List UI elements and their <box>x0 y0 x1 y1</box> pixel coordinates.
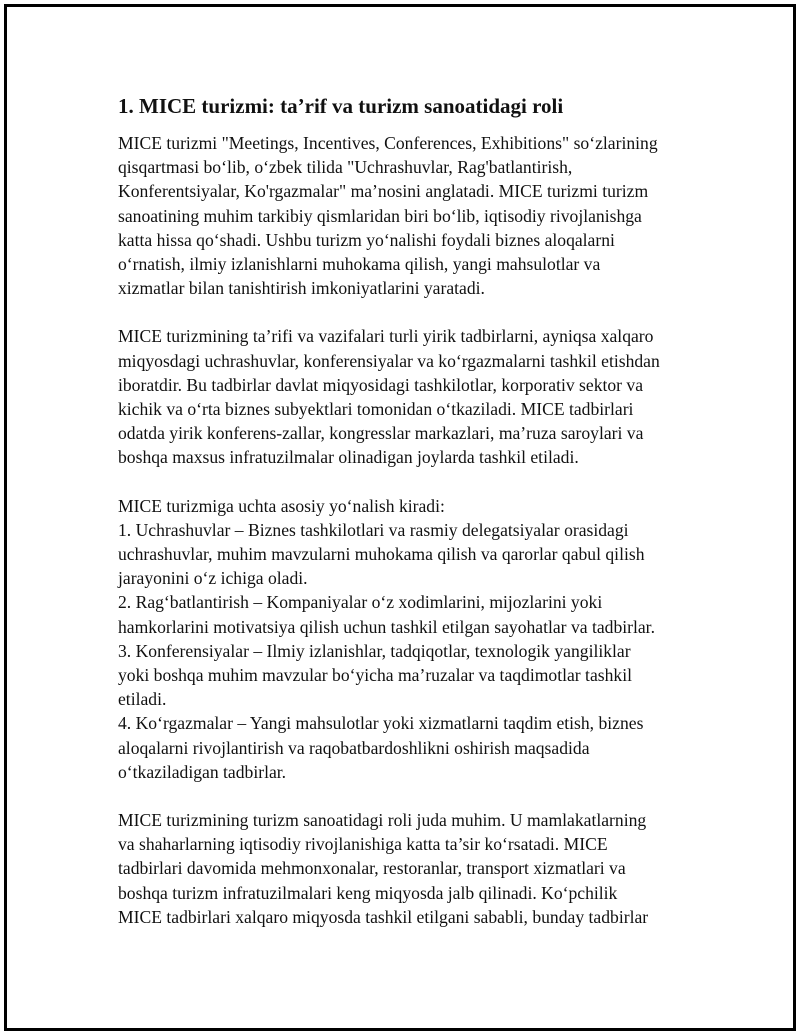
text-line: o‘rnatish, ilmiy izlanishlarni muhokama qilish, yangi mahsulotlar va <box>118 254 601 275</box>
text-line: sanoatining muhim tarkibiy qismlaridan biri bo‘lib, iqtisodiy rivojlanishga <box>118 205 642 226</box>
list-item-exhibitions: 4. Ko‘rgazmalar – Yangi mahsulotlar yoki xizmatlarni taqdim etish, biznes <box>118 713 644 734</box>
document-body <box>118 92 698 953</box>
text-line: iboratdir. Bu tadbirlar davlat miqyosidagi tashkilotlar, korporativ sektor va <box>118 374 644 395</box>
text-line: boshqa turizm infratuzilmalari keng miqyosda jalb qilinadi. Ko‘pchilik <box>118 882 618 903</box>
text-line: jarayonini o‘z ichiga oladi. <box>118 568 308 589</box>
text-line: MICE turizmiga uchta asosiy yo‘nalish kiradi: <box>118 495 445 516</box>
text-line: MICE turizmining turizm sanoatidagi roli juda muhim. U mamlakatlarning <box>118 810 647 831</box>
text-line: aloqalarni rivojlantirish va raqobatbardoshlikni oshirish maqsadida <box>118 737 590 758</box>
paragraph-directions <box>118 494 698 784</box>
text-line: xizmatlar bilan tanishtirish imkoniyatlarini yaratadi. <box>118 278 485 299</box>
list-item-conferences: 3. Konferensiyalar – Ilmiy izlanishlar, tadqiqotlar, texnologik yangiliklar <box>118 640 631 661</box>
text-line: yoki boshqa muhim mavzular bo‘yicha ma’ruzalar va taqdimotlar tashkil <box>118 665 632 686</box>
text-line: kichik va o‘rta biznes subyektlari tomonidan o‘tkaziladi. MICE tadbirlari <box>118 399 634 420</box>
list-item-incentives: 2. Rag‘batlantirish – Kompaniyalar o‘z xodimlarini, mijozlarini yoki <box>118 592 603 613</box>
text-line: etiladi. <box>118 689 167 710</box>
paragraph-definition <box>118 324 698 469</box>
text-line: katta hissa qo‘shadi. Ushbu turizm yo‘nalishi foydali biznes aloqalarni <box>118 229 615 250</box>
text-line: tadbirlari davomida mehmonxonalar, restoranlar, transport xizmatlari va <box>118 858 626 879</box>
text-line: odatda yirik konferens-zallar, kongresslar markazlari, ma’ruza saroylari va <box>118 423 644 444</box>
text-line: uchrashuvlar, muhim mavzularni muhokama qilish va qarorlar qabul qilish <box>118 544 645 565</box>
paragraph-role <box>118 808 698 929</box>
text-line: hamkorlarini motivatsiya qilish uchun tashkil etilgan sayohatlar va tadbirlar. <box>118 616 655 637</box>
text-line: miqyosdagi uchrashuvlar, konferensiyalar va ko‘rgazmalarni tashkil etishdan <box>118 350 660 371</box>
text-line: o‘tkaziladigan tadbirlar. <box>118 761 287 782</box>
section-title: 1. MICE turizmi: ta’rif va turizm sanoatidagi roli <box>118 94 564 118</box>
paragraph-intro <box>118 131 698 300</box>
text-line: boshqa maxsus infratuzilmalar olinadigan joylarda tashkil etiladi. <box>118 447 579 468</box>
text-line: Konferentsiyalar, Ko'rgazmalar" ma’nosini anglatadi. MICE turizmi turizm <box>118 181 649 202</box>
text-line: va shaharlarning iqtisodiy rivojlanishiga katta ta’sir ko‘rsatadi. MICE <box>118 834 608 855</box>
list-item-meetings: 1. Uchrashuvlar – Biznes tashkilotlari va rasmiy delegatsiyalar orasidagi <box>118 519 629 540</box>
text-line: qisqartmasi bo‘lib, o‘zbek tilida "Uchrashuvlar, Rag'batlantirish, <box>118 157 573 178</box>
text-line: MICE tadbirlari xalqaro miqyosda tashkil etilgani sababli, bunday tadbirlar <box>118 906 649 927</box>
text-line: MICE turizmi "Meetings, Incentives, Conferences, Exhibitions" so‘zlarining <box>118 133 658 153</box>
text-line: MICE turizmining ta’rifi va vazifalari turli yirik tadbirlarni, ayniqsa xalqaro <box>118 326 654 347</box>
